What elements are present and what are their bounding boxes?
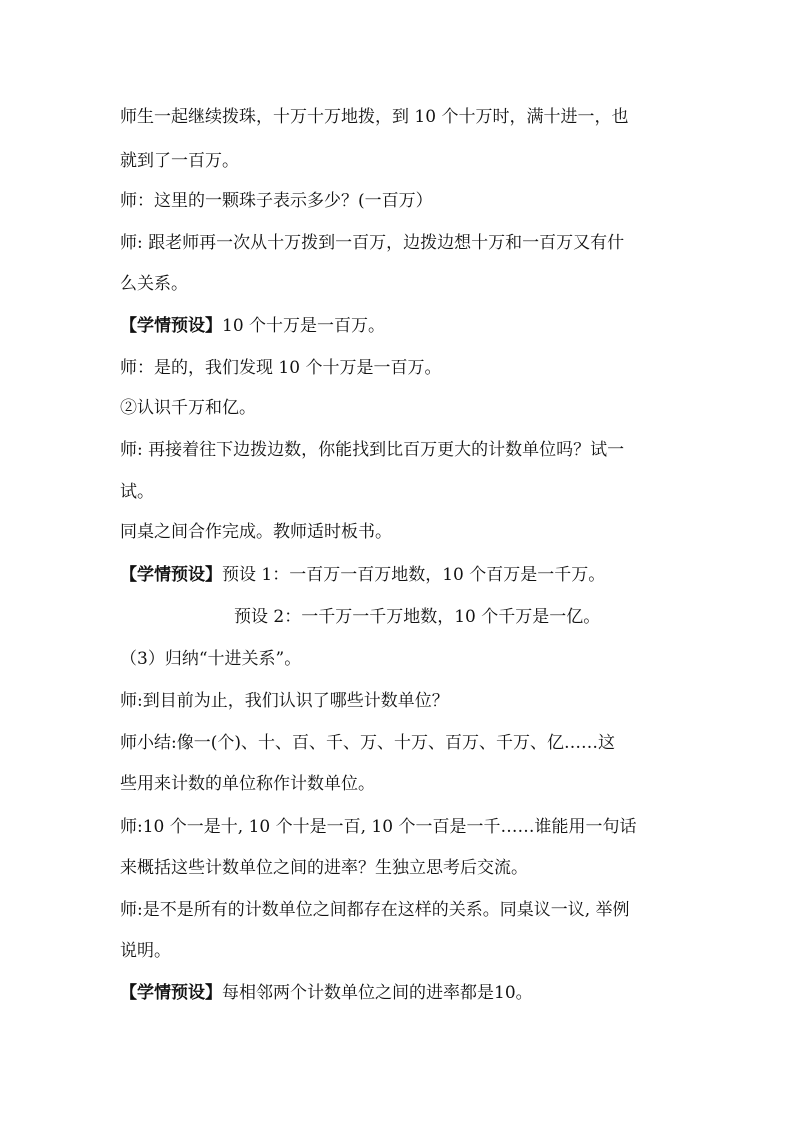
paragraph-line: 师:到目前为止，我们认识了哪些计数单位？ [120,691,449,711]
paragraph-line: 师：是的，我们发现 10 个十万是一百万。 [120,358,442,378]
preset-line [120,564,605,586]
paragraph-line: 师: 跟老师再一次从十万拨到一百万，边拨边想十万和一百万又有什 [120,233,625,253]
preset-line [120,982,533,1004]
paragraph-line: 就到了一百万。 [120,151,239,171]
preset-line [120,315,385,337]
paragraph-line: 师小结:像一(个)、十、百、千、万、十万、百万、千万、亿……这 [120,733,615,753]
paragraph-line: 同桌之间合作完成。教师适时板书。 [120,522,392,542]
paragraph-line: 么关系。 [120,274,188,294]
paragraph-line: 师:是不是所有的计数单位之间都存在这样的关系。同桌议一议, 举例 [120,900,630,920]
preset-line-indented: 预设 2：一千万一千万地数，10 个千万是一亿。 [234,607,601,627]
paragraph-line: 师：这里的一颗珠子表示多少？(一百万） [120,191,433,211]
paragraph-line: 试。 [120,482,154,502]
preset-text: 10 个十万是一百万。 [222,316,386,336]
preset-tag: 【学情预设】 [120,565,222,585]
paragraph-line: 说明。 [120,941,171,961]
paragraph-line: 师生一起继续拨珠，十万十万地拨，到 10 个十万时，满十进一，也 [120,107,629,127]
paragraph-line: 师: 再接着往下边拨边数，你能找到比百万更大的计数单位吗？试一 [120,440,625,460]
preset-text: 预设 1：一百万一百万地数，10 个百万是一千万。 [222,565,606,585]
paragraph-line: 来概括这些计数单位之间的进率？生独立思考后交流。 [120,858,528,878]
preset-tag: 【学情预设】 [120,983,222,1003]
preset-text: 每相邻两个计数单位之间的进率都是10。 [222,983,533,1003]
section-heading: （3）归纳“十进关系”。 [120,649,302,669]
preset-tag: 【学情预设】 [120,316,222,336]
paragraph-line: 些用来计数的单位称作计数单位。 [120,774,375,794]
paragraph-line: ②认识千万和亿。 [120,398,256,418]
paragraph-line: 师:10 个一是十, 10 个十是一百, 10 个一百是一千……谁能用一句话 [120,817,637,837]
